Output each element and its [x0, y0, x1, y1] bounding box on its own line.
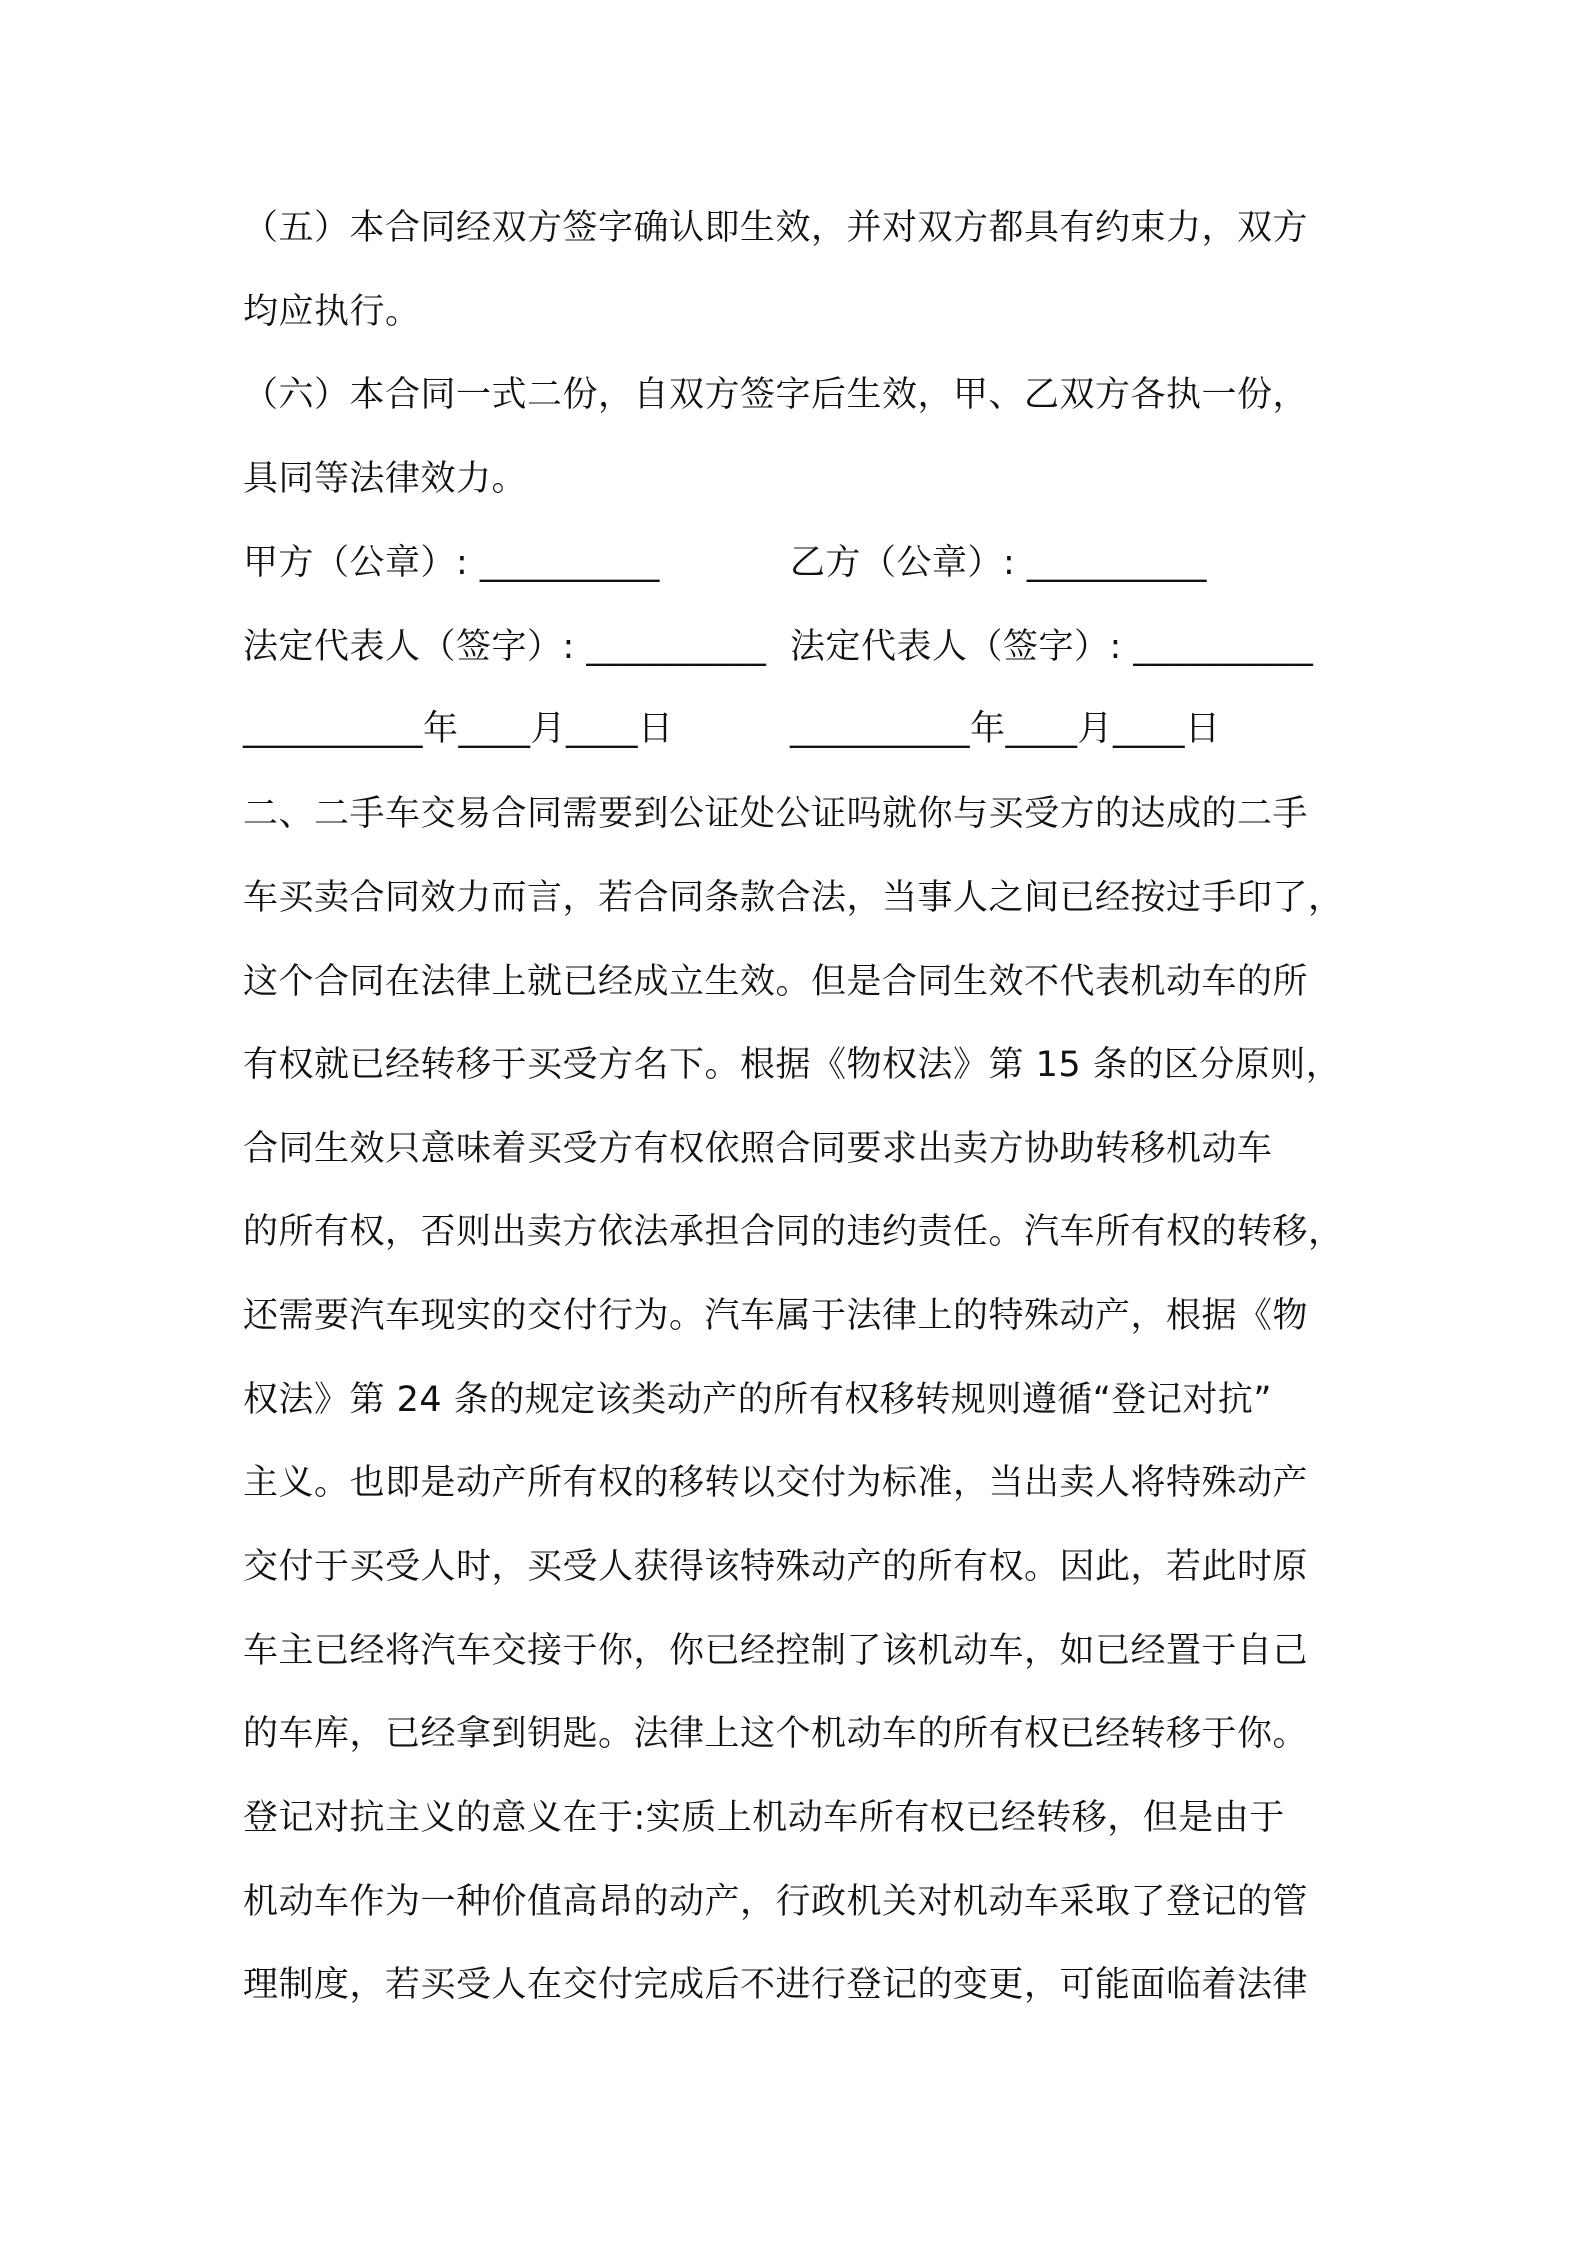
clause-5-line-1: （五）本合同经双方签字确认即生效，并对双方都具有约束力，双方 [243, 208, 1309, 248]
section-2-line-6: 的所有权，否则出卖方依法承担合同的违约责任。汽车所有权的转移， [243, 1212, 1344, 1252]
section-2-line-5: 合同生效只意味着买受方有权依照合同要求出卖方协助转移机动车 [243, 1129, 1273, 1169]
party-a-date: __________年____月____日 [243, 709, 674, 749]
section-2-line-11: 车主已经将汽车交接于你，你已经控制了该机动车，如已经置于自己 [243, 1631, 1309, 1671]
section-2-line-3: 这个合同在法律上就已经成立生效。但是合同生效不代表机动车的所 [243, 962, 1309, 1002]
section-2-line-1: 二、二手车交易合同需要到公证处公证吗就你与买受方的达成的二手 [243, 794, 1309, 834]
clause-6-line-2: 具同等法律效力。 [243, 459, 528, 499]
section-2-line-10: 交付于买受人时，买受人获得该特殊动产的所有权。因此，若此时原 [243, 1547, 1309, 1587]
party-a-seal: 甲方（公章）: __________ [243, 543, 660, 583]
party-b-representative: 法定代表人（签字）: __________ [790, 627, 1314, 667]
section-2-line-4: 有权就已经转移于买受方名下。根据《物权法》第 15 条的区分原则， [243, 1045, 1342, 1085]
clause-6-line-1: （六）本合同一式二份，自双方签字后生效，甲、乙双方各执一份， [243, 375, 1309, 415]
section-2-line-12: 的车库，已经拿到钥匙。法律上这个机动车的所有权已经转移于你。 [243, 1714, 1309, 1754]
party-a-representative: 法定代表人（签字）: __________ [243, 627, 767, 667]
section-2-line-8: 权法》第 24 条的规定该类动产的所有权移转规则遵循“登记对抗” [243, 1380, 1273, 1420]
party-b-seal: 乙方（公章）: __________ [790, 543, 1207, 583]
section-2-line-13: 登记对抗主义的意义在于:实质上机动车所有权已经转移，但是由于 [243, 1798, 1285, 1838]
party-b-date: __________年____月____日 [790, 709, 1221, 749]
section-2-line-7: 还需要汽车现实的交付行为。汽车属于法律上的特殊动产，根据《物 [243, 1296, 1309, 1336]
section-2-line-9: 主义。也即是动产所有权的移转以交付为标准，当出卖人将特殊动产 [243, 1463, 1309, 1503]
section-2-line-14: 机动车作为一种价值高昂的动产，行政机关对机动车采取了登记的管 [243, 1882, 1309, 1922]
clause-5-line-2: 均应执行。 [243, 292, 421, 332]
section-2-line-2: 车买卖合同效力而言，若合同条款合法，当事人之间已经按过手印了， [243, 878, 1344, 918]
section-2-line-15: 理制度，若买受人在交付完成后不进行登记的变更，可能面临着法律 [243, 1965, 1309, 2005]
